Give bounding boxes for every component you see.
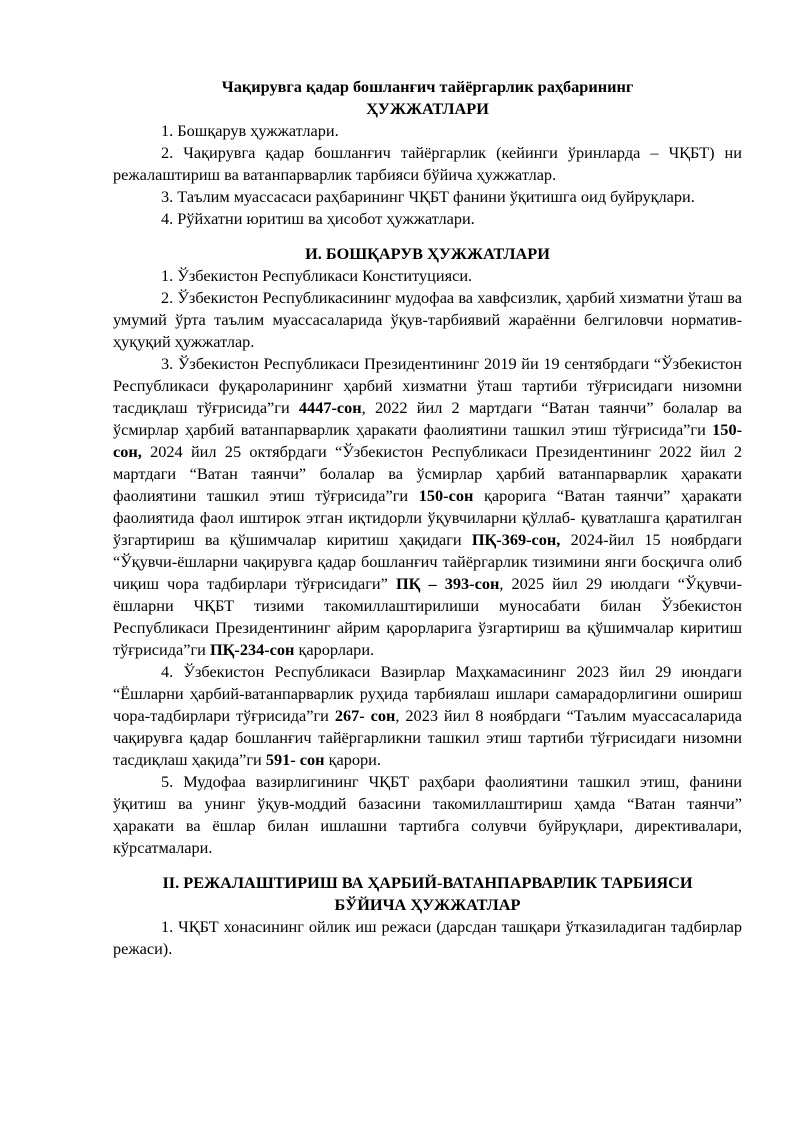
item-text: Чақирувга қадар бошланғич тайёргарлик (кейинги ўринларда – ЧҚБТ) ни режалаштириш ва ватанпарварлик тарбияси бўйича ҳужжатлар. — [113, 143, 742, 184]
intro-item-3 — [113, 186, 742, 208]
item-text: 2024-йил 15 ноябрдаги “Ўқувчи-ёшларни чақирувга қадар бошланғич тайёргарлик тизимини янги босқичга олиб чиқиш чора тадбирлари тўғрисидаги” — [113, 530, 742, 593]
s1-item-4 — [113, 661, 742, 771]
s1-item-5 — [113, 771, 742, 859]
item-number: 4. — [161, 209, 174, 228]
item-text: Рўйхатни юритиш ва ҳисобот ҳужжатлари. — [177, 209, 475, 228]
item-text: 2024 йил 25 октябрдаги “Ўзбекистон Республикаси Президентининг 2022 йил 2 мартдаги “Ватан таянчи” болалар ва ўсмирлар ҳарбий ватанпарварлик ҳаракати фаолиятини ташкил этиш тўғрисида”ги — [113, 442, 742, 505]
item-text: Ўзбекистон Республикаси Конституцияси. — [177, 266, 473, 285]
decree-number: 150-сон, — [113, 420, 742, 461]
decree-number: 591- сон — [265, 750, 325, 769]
item-text: , 2022 йил 2 мартдаги “Ватан таянчи” болалар ва ўсмирлар ҳарбий ватанпарварлик ҳаракати фаолиятини ташкил этиш тўғрисида”ги — [113, 398, 742, 439]
item-number: 3. — [161, 354, 174, 373]
item-text: Мудофаа вазирлигининг ЧҚБТ раҳбари фаолиятини ташкил этиш, фанини ўқитиш ва унинг ўқув-моддий базасини такомиллаштириш ҳамда “Ватан таянчи” ҳаракати ва ёшлар билан ишлашни тартибга солувчи буйруқлари, директивалари, кўрсатмалари. — [113, 772, 742, 857]
item-text: қарори. — [324, 750, 381, 769]
item-text: ЧҚБТ хонасининг ойлик иш режаси (дарсдан ташқари ўтказиладиган тадбирлар режаси). — [113, 917, 743, 958]
intro-item-2 — [113, 142, 742, 186]
item-text: , 2023 йил 8 ноябрдаги “Таълим муассасаларида чақирувга қадар бошланғич тайёргарликни ташкил этиш тартиби тўғрисидаги низомни тасдиқлаш ҳақида”ги — [113, 706, 742, 769]
item-number: 2. — [161, 143, 174, 162]
item-text: , 2025 йил 29 июлдаги “Ўқувчи-ёшларни ЧҚБТ тизими такомиллаштирилиши муносабати билан Ўзбекистон Республикаси Президентининг айрим қарорларига ўзгартириш ва қўшимчалар киритиш тўғрисида”ги — [113, 574, 742, 659]
s1-item-1 — [113, 265, 742, 287]
item-text: Ўзбекистон Республикаси Вазирлар Маҳкамасининг 2023 йил 29 июндаги “Ёшларни ҳарбий-ватанпарварлик руҳида тарбиялаш ишлари самарадорлигини ошириш чора-тадбирлари тўғрисида”ги — [113, 662, 742, 725]
item-number: 4. — [161, 662, 174, 681]
s2-item-1 — [113, 916, 742, 960]
section-2-title-line2: БЎЙИЧА ҲУЖЖАТЛАР — [334, 895, 521, 914]
document-title-line2: ҲУЖЖАТЛАРИ — [366, 99, 489, 118]
item-text: Таълим муассасаси раҳбарининг ЧҚБТ фанини ўқитишга оид буйруқлари. — [177, 187, 695, 206]
spacer — [113, 859, 742, 872]
decree-number: 4447-сон — [298, 398, 362, 417]
section-2-title-line1: II. РЕЖАЛАШТИРИШ ВА ҲАРБИЙ-ВАТАНПАРВАРЛИК ТАРБИЯСИ — [162, 873, 693, 892]
item-text: Бошқарув ҳужжатлари. — [177, 121, 339, 140]
intro-item-1 — [113, 120, 742, 142]
item-number: 1. — [161, 917, 174, 936]
item-text: Ўзбекистон Республикаси Президентининг 2019 йи 19 сентябрдаги “Ўзбекистон Республикаси фуқароларининг ҳарбий хизматни ўташ тартиби тўғрисидаги низомни тасдиқлаш тўғрисида”ги — [113, 354, 742, 417]
decree-number: ПҚ-234-сон — [209, 640, 295, 659]
item-number: 5. — [161, 772, 174, 791]
decree-number: ПҚ – 393-сон — [395, 574, 500, 593]
section-1-title: И. БОШҚАРУВ ҲУЖЖАТЛАРИ — [305, 244, 550, 263]
s1-item-2 — [113, 287, 742, 353]
decree-number: 150-сон — [418, 486, 474, 505]
item-number: 2. — [161, 288, 174, 307]
item-number: 1. — [161, 266, 174, 285]
item-text: қарорлари. — [294, 640, 375, 659]
intro-item-4 — [113, 208, 742, 230]
item-text: Ўзбекистон Республикасининг мудофаа ва хавфсизлик, ҳарбий хизматни ўташ ва умумий ўрта таълим муассасаларида ўқув-тарбиявий жараённи белгиловчи норматив-ҳуқуқий ҳужжатлар. — [113, 288, 742, 351]
decree-number: ПҚ-369-сон, — [471, 530, 561, 549]
s1-item-3 — [113, 353, 742, 661]
item-number: 1. — [161, 121, 174, 140]
spacer — [113, 230, 742, 243]
item-number: 3. — [161, 187, 174, 206]
decree-number: 267- сон — [334, 706, 396, 725]
document-title-line1: Чақирувга қадар бошланғич тайёргарлик раҳбарининг — [221, 77, 634, 96]
item-text: қарорига “Ватан таянчи” ҳаракати фаолиятида фаол иштирок этган иқтидорли ўқувчиларни қўллаб- қуватлашга қаратилган ўзгартириш ва қўшимчалар киритиш ҳақидаги — [113, 486, 742, 549]
